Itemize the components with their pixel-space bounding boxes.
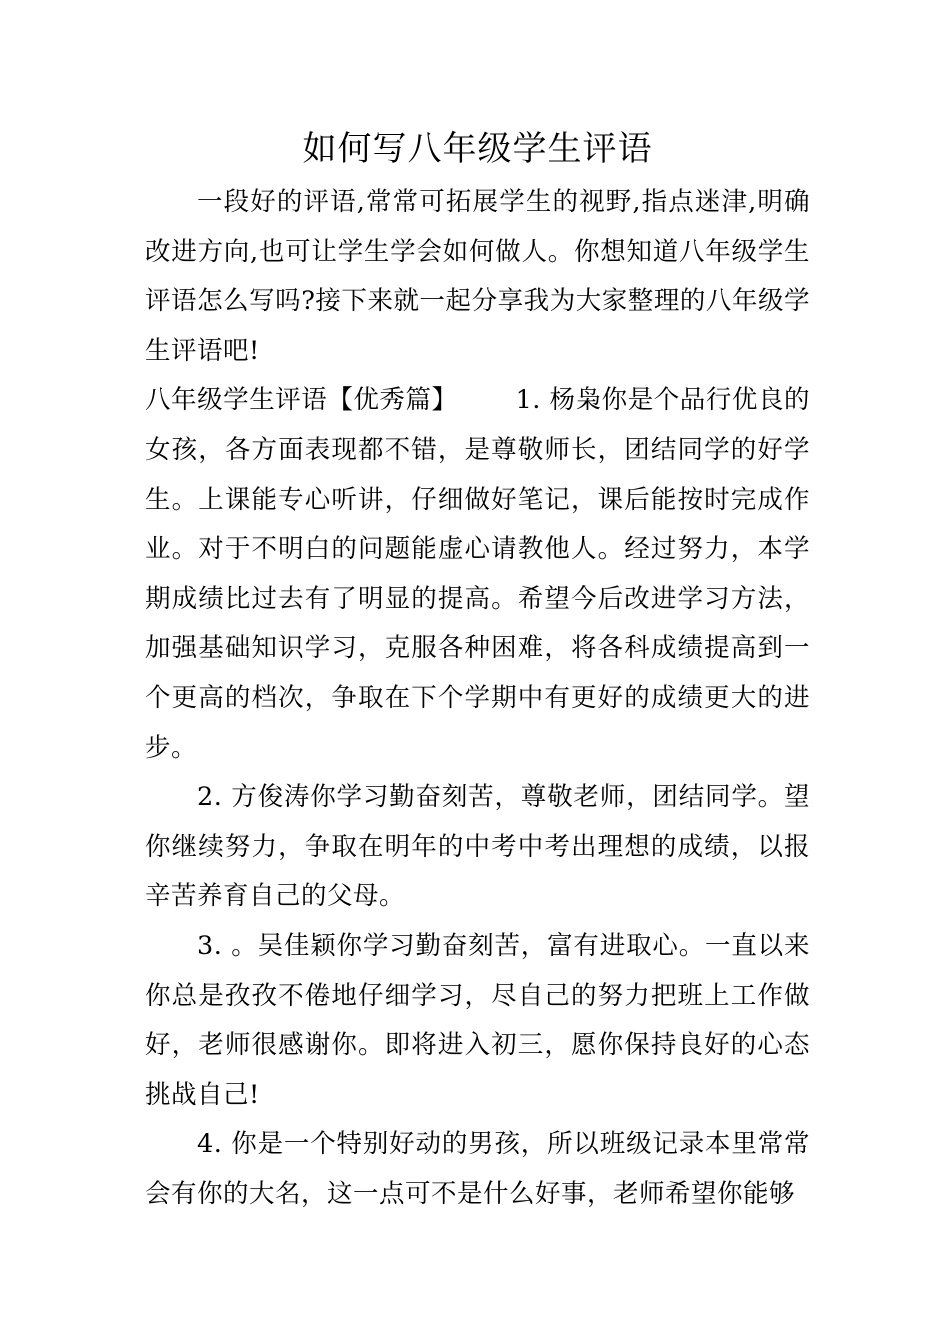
comment-item-3: 3. 。吴佳颖你学习勤奋刻苦，富有进取心。一直以来你总是孜孜不倦地仔细学习，尽自己的努力把班上工作做好，老师很感谢你。即将进入初三，愿你保持良好的心态挑战自己! [145,930,810,1110]
comment-item-4: 4. 你是一个特别好动的男孩，所以班级记录本里常常会有你的大名，这一点可不是什么好事，老师希望你能够 [145,1129,810,1209]
comment-item-1-text: 1. 杨枭你是个品行优良的女孩，各方面表现都不错，是尊敬师长，团结同学的好学生。上课能专心听讲，仔细做好笔记，课后能按时完成作业。对于不明白的问题能虚心请教他人。经过努力，本学期成绩比过去有了明显的提高。希望今后改进学习方法，加强基础知识学习，克服各种困难，将各科成绩提高到一个更高的档次，争取在下个学期中有更好的成绩更大的进步。 [145,385,810,763]
document-page [145,120,810,1219]
document-title: 如何写八年级学生评语 [302,129,653,169]
comment-item-2: 2. 方俊涛你学习勤奋刻苦，尊敬老师，团结同学。望你继续努力，争取在明年的中考中考出理想的成绩，以报辛苦养育自己的父母。 [145,782,810,912]
intro-paragraph: 一段好的评语,常常可拓展学生的视野,指点迷津,明确改进方向,也可让学生学会如何做人。你想知道八年级学生评语怎么写吗?接下来就一起分享我为大家整理的八年级学生评语吧! [145,187,810,366]
comment-item-1 [145,376,810,773]
section-heading: 八年级学生评语【优秀篇】 [145,385,458,416]
